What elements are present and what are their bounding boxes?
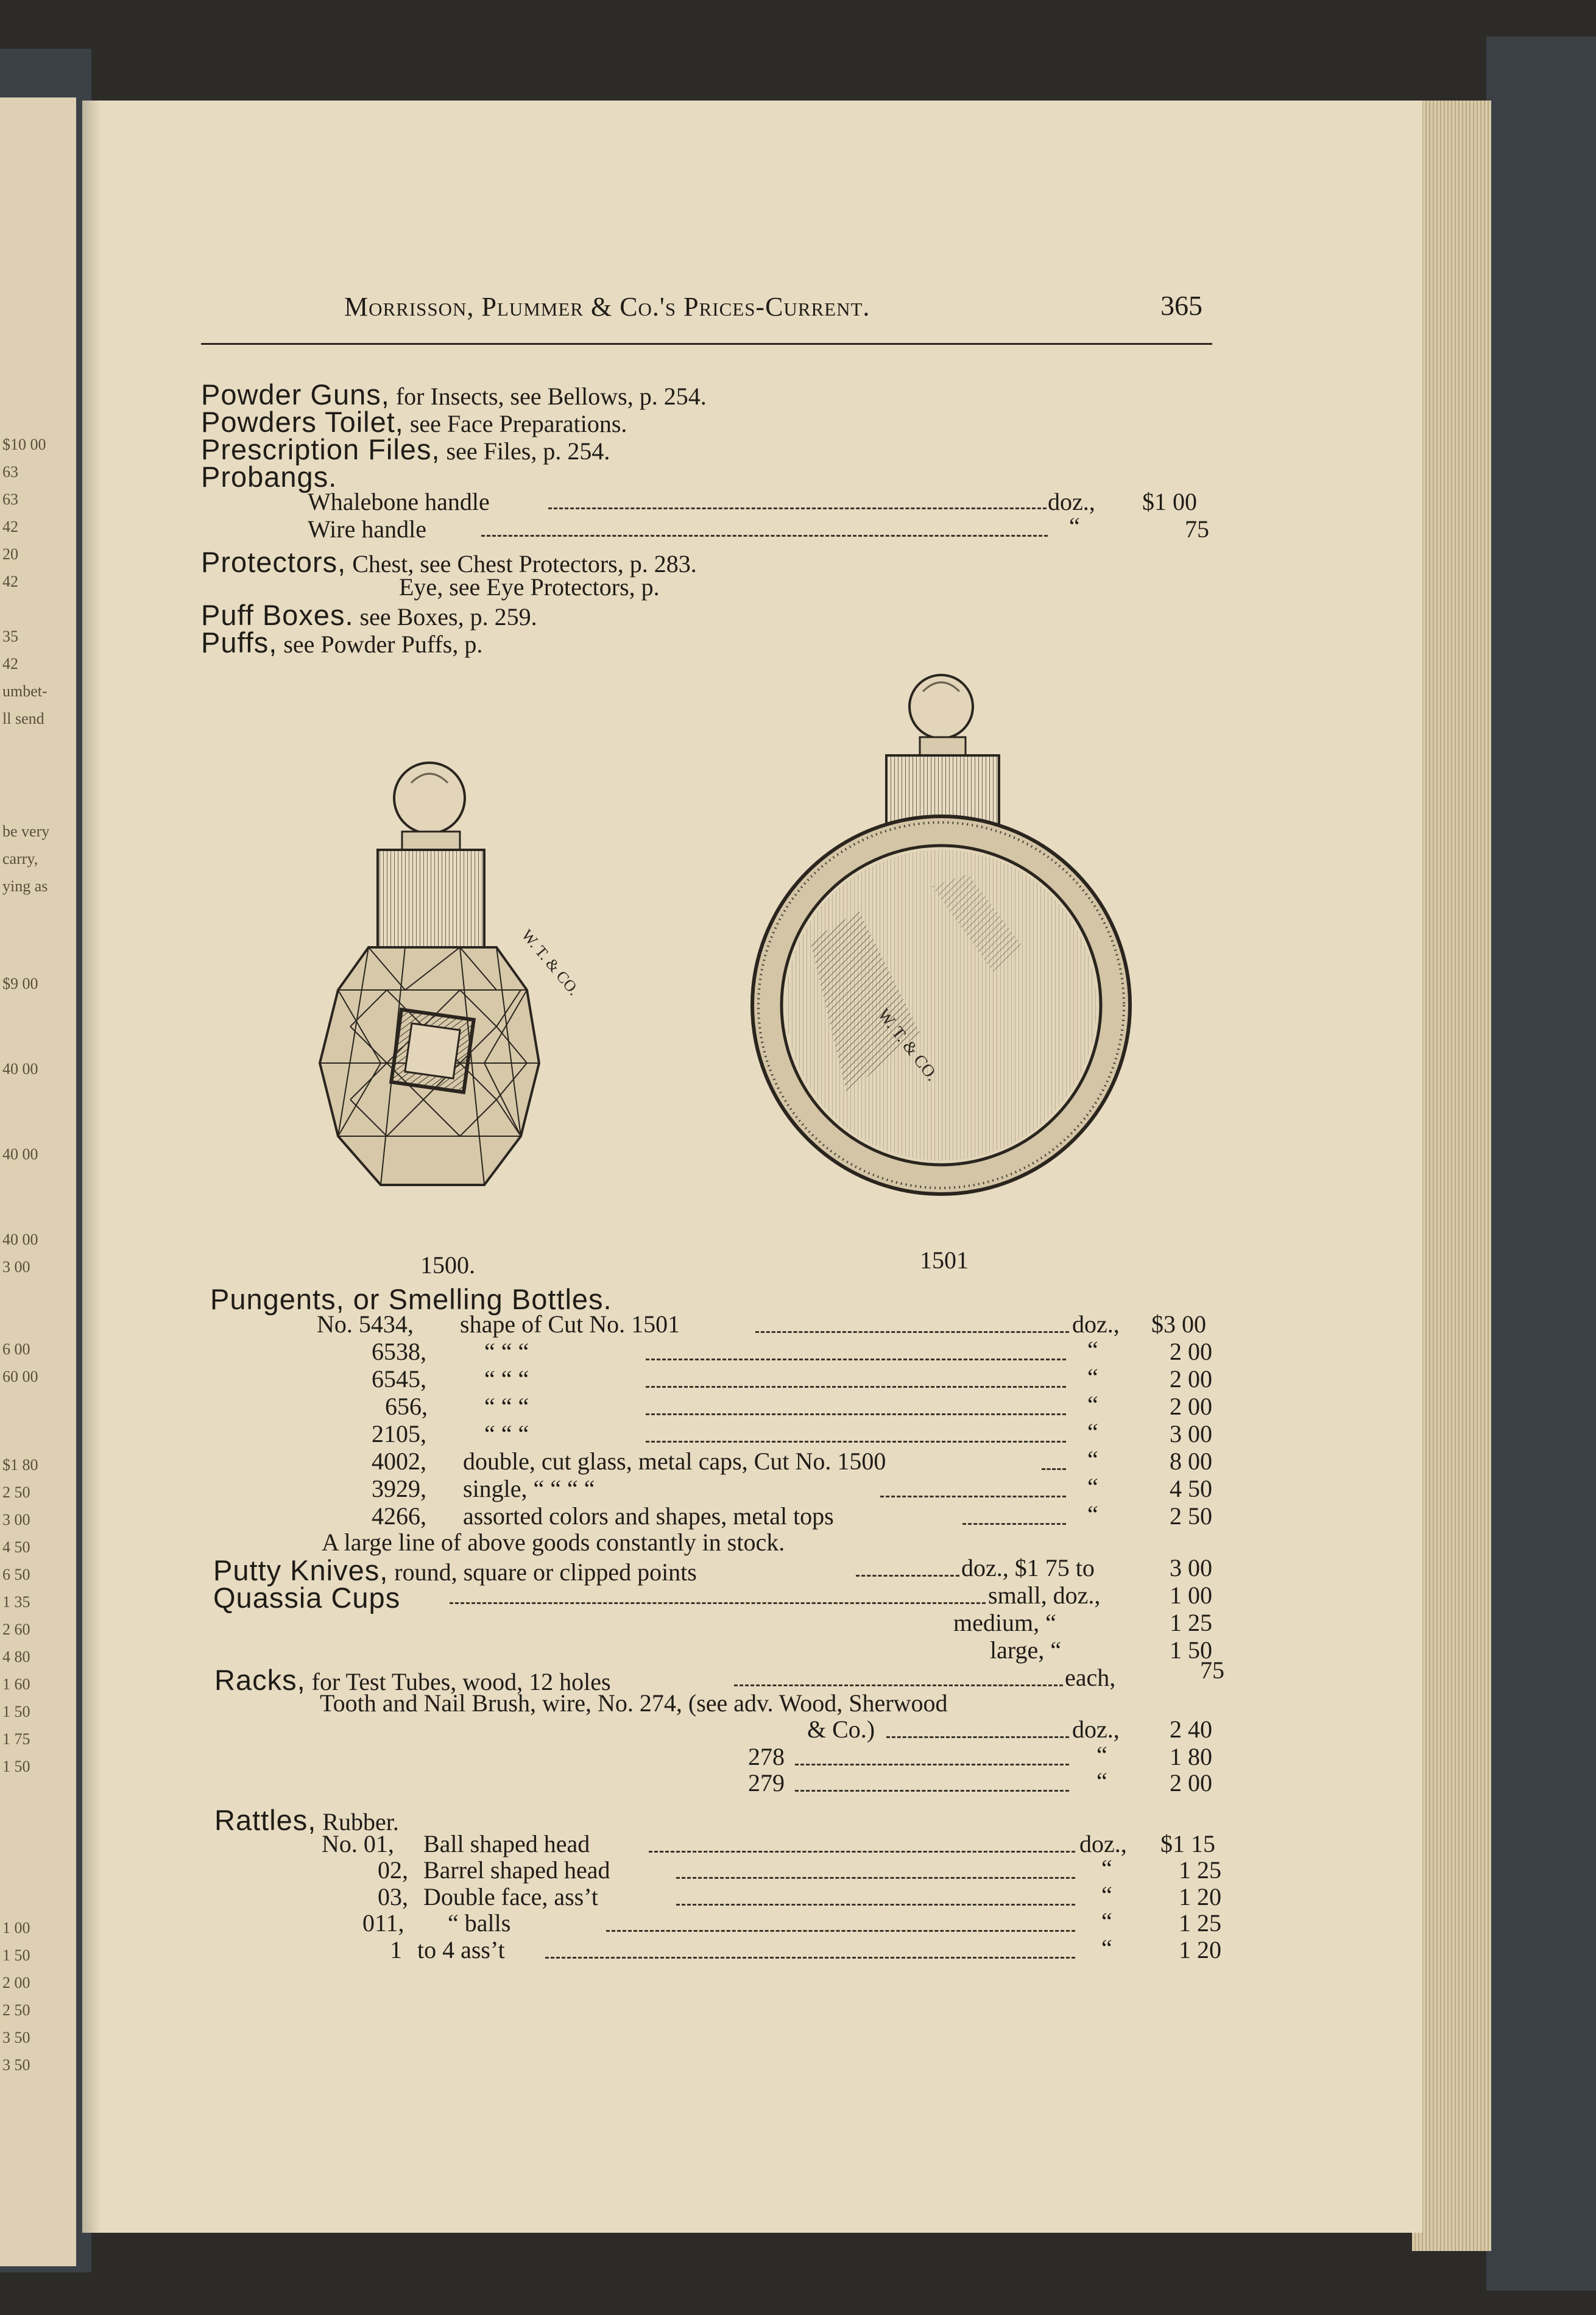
- probangs-item-unit: doz.,: [1048, 488, 1095, 515]
- entry-heading: Racks,: [214, 1664, 306, 1696]
- left-fragment: 6 50: [2, 1566, 30, 1583]
- quassia-size: small, doz.,: [988, 1582, 1101, 1609]
- entry-text: see Face Preparations.: [409, 410, 627, 437]
- pungents-row-desc: “ “ “: [484, 1393, 529, 1420]
- left-fragment: $10 00: [2, 436, 46, 453]
- left-fragment: 42: [2, 518, 18, 535]
- pungents-row-no: 4266,: [372, 1502, 426, 1530]
- pungents-row-desc: single, “ “ “ “: [463, 1475, 595, 1502]
- entry-heading: Probangs.: [201, 461, 337, 493]
- probangs-item-price: $1 00: [1142, 488, 1197, 515]
- left-fragment: ll send: [2, 710, 44, 727]
- racks-price: 75: [1200, 1656, 1224, 1684]
- pungents-row-no: 6538,: [372, 1338, 426, 1365]
- left-fragment: 1 75: [2, 1730, 30, 1748]
- pungents-row-no: 2105,: [372, 1420, 426, 1447]
- rattles-row-desc: Ball shaped head: [423, 1830, 590, 1857]
- rattles-row-desc: Barrel shaped head: [423, 1856, 610, 1884]
- entry-heading: Rattles,: [214, 1804, 317, 1836]
- entry-text: round, square or clipped points: [394, 1558, 697, 1586]
- left-page-edge: [0, 97, 76, 2266]
- leader-dots: [755, 1331, 1069, 1333]
- rattles-row-price: 1 20: [1179, 1883, 1221, 1910]
- left-fragment: 3 50: [2, 2056, 30, 2074]
- leader-dots: [962, 1523, 1066, 1525]
- pungents-row-no: 4002,: [372, 1447, 426, 1475]
- entry-text: see Powder Puffs, p.: [283, 631, 483, 658]
- rattles-row-no: No. 01,: [322, 1830, 394, 1857]
- probangs-item-price: 75: [1185, 515, 1209, 543]
- figure-caption-1500: 1500.: [420, 1251, 475, 1279]
- leader-dots: [545, 1957, 1075, 1959]
- rattles-row-unit: “: [1101, 1907, 1112, 1935]
- probangs-item-label: Wire handle: [308, 515, 426, 543]
- rattles-row-no: 03,: [378, 1883, 408, 1910]
- left-fragment: 20: [2, 545, 18, 563]
- entry-text: see Boxes, p. 259.: [359, 603, 537, 631]
- entry-text: Chest, see Chest Protectors, p. 283.: [352, 550, 697, 578]
- rattles-row-price: 1 25: [1179, 1909, 1221, 1937]
- entry-heading: Putty Knives,: [213, 1554, 389, 1586]
- leader-dots: [646, 1386, 1066, 1388]
- rattles-row-unit: “: [1101, 1881, 1112, 1909]
- pungents-row-price: 8 00: [1170, 1447, 1212, 1475]
- pungents-row-no: 6545,: [372, 1365, 426, 1393]
- entry-text: Rubber.: [322, 1808, 399, 1836]
- pungents-row-price: 2 00: [1170, 1393, 1212, 1420]
- left-fragment: 40 00: [2, 1231, 38, 1248]
- entry-heading: Protectors,: [201, 546, 347, 578]
- pungents-row-desc: “ “ “: [484, 1420, 529, 1447]
- probangs-item-label: Whalebone handle: [308, 488, 490, 515]
- left-fragment: 40 00: [2, 1145, 38, 1163]
- leader-dots: [548, 507, 1047, 509]
- leader-dots: [734, 1684, 1063, 1686]
- book-cover-right: [1486, 37, 1596, 2291]
- left-fragment: $9 00: [2, 975, 38, 992]
- maker-mark: W. T. & CO.: [518, 926, 583, 999]
- pungents-row-price: $3 00: [1151, 1310, 1206, 1338]
- left-fragment: 1 50: [2, 1758, 30, 1775]
- leader-dots: [886, 1736, 1069, 1738]
- pungents-row-price: 3 00: [1170, 1420, 1212, 1447]
- racks-unit: each,: [1065, 1664, 1116, 1691]
- left-fragment: 3 50: [2, 2029, 30, 2046]
- left-fragment: 1 50: [2, 1703, 30, 1720]
- leader-dots: [649, 1851, 1075, 1853]
- leader-dots: [1042, 1468, 1066, 1470]
- leader-dots: [856, 1575, 959, 1577]
- left-fragment: 2 00: [2, 1974, 30, 1992]
- rattles-row-no: 011,: [362, 1909, 404, 1937]
- racks-row-unit: “: [1096, 1741, 1107, 1769]
- entry-text: for Test Tubes, wood, 12 holes: [311, 1668, 611, 1695]
- leader-dots: [646, 1413, 1066, 1415]
- left-fragment: 42: [2, 655, 18, 673]
- pungents-note: A large line of above goods constantly in stock.: [322, 1529, 785, 1556]
- rattles-row-unit: doz.,: [1079, 1830, 1127, 1857]
- entry-heading: Puff Boxes.: [201, 599, 354, 631]
- pungents-row-desc: shape of Cut No. 1501: [460, 1310, 680, 1338]
- pungents-row-price: 2 50: [1170, 1502, 1212, 1530]
- left-fragment: 1 00: [2, 1919, 30, 1937]
- bottle-1500-illustration: [314, 746, 618, 1246]
- rattles-row-desc: to 4 ass’t: [417, 1936, 505, 1963]
- figure-caption-1501: 1501: [920, 1246, 969, 1274]
- racks-row-price: 2 00: [1170, 1769, 1212, 1797]
- left-fragment: 2 60: [2, 1620, 30, 1638]
- quassia-price: 1 00: [1170, 1582, 1212, 1609]
- racks-unit3: doz.,: [1072, 1716, 1120, 1743]
- left-fragment: 6 00: [2, 1340, 30, 1358]
- leader-dots: [481, 535, 1048, 537]
- entry-quassia-cups: Quassia Cups: [213, 1582, 401, 1614]
- pungents-row-price: 2 00: [1170, 1338, 1212, 1365]
- left-fragment: 2 50: [2, 1483, 30, 1501]
- entry-heading: Powders Toilet,: [201, 406, 404, 438]
- left-fragment: 4 80: [2, 1648, 30, 1666]
- rattles-row-price: 1 20: [1179, 1936, 1221, 1963]
- running-header: Morrisson, Plummer & Co.'s Prices-Current.: [344, 292, 870, 322]
- page-gutter-shadow: [82, 101, 101, 2233]
- left-fragment: 63: [2, 490, 18, 508]
- left-fragment: 63: [2, 463, 18, 481]
- rattles-row-price: $1 15: [1160, 1830, 1215, 1857]
- pungents-row-unit: “: [1087, 1418, 1098, 1446]
- leader-dots: [646, 1441, 1066, 1443]
- racks-row-price: 1 80: [1170, 1743, 1212, 1770]
- rattles-row-desc: Double face, ass’t: [423, 1883, 598, 1910]
- left-fragment: 3 00: [2, 1511, 30, 1529]
- entry-text: for Insects, see Bellows, p. 254.: [395, 383, 707, 410]
- left-fragment: ying as: [2, 877, 48, 895]
- left-fragment: umbet-: [2, 682, 48, 700]
- leader-dots: [880, 1496, 1066, 1497]
- racks-line2: Tooth and Nail Brush, wire, No. 274, (see adv. Wood, Sherwood: [320, 1689, 948, 1717]
- leader-dots: [676, 1904, 1075, 1906]
- entry-heading: Puffs,: [201, 626, 278, 659]
- pungents-row-desc: assorted colors and shapes, metal tops: [463, 1502, 834, 1530]
- leader-dots: [795, 1764, 1069, 1765]
- leader-dots: [795, 1790, 1069, 1792]
- left-fragment: carry,: [2, 850, 38, 868]
- left-fragment: 1 35: [2, 1593, 30, 1611]
- left-fragment: 1 60: [2, 1675, 30, 1693]
- racks-row-no: 279: [748, 1769, 785, 1797]
- racks-line3: & Co.): [807, 1716, 875, 1743]
- leader-dots: [450, 1602, 986, 1604]
- maker-mark: W. T. & CO.: [874, 1005, 942, 1085]
- rattles-row-no: 1: [390, 1936, 402, 1963]
- rattles-row-desc: “ balls: [448, 1909, 511, 1937]
- left-fragment: be very: [2, 822, 50, 840]
- entry-puffs: [201, 626, 482, 659]
- quassia-size: medium, “: [953, 1609, 1056, 1636]
- racks-row-no: 278: [748, 1743, 785, 1770]
- pungents-row-unit: “: [1087, 1391, 1098, 1418]
- pungents-row-price: 4 50: [1170, 1475, 1212, 1502]
- pungents-row-unit: doz.,: [1072, 1310, 1120, 1338]
- page-edges: [1412, 101, 1491, 2251]
- pungents-row-no: 3929,: [372, 1475, 426, 1502]
- pungents-row-no: 656,: [385, 1393, 428, 1420]
- rattles-row-unit: “: [1101, 1854, 1112, 1882]
- entry-protectors-eye: Eye, see Eye Protectors, p.: [399, 573, 660, 601]
- entry-heading: Powder Guns,: [201, 378, 390, 411]
- racks-price3: 2 40: [1170, 1716, 1212, 1743]
- pungents-row-desc: “ “ “: [484, 1338, 529, 1365]
- pungents-row-desc: double, cut glass, metal caps, Cut No. 1500: [463, 1447, 886, 1475]
- racks-row-unit: “: [1096, 1767, 1107, 1795]
- section-heading-pungents: Pungents, or Smelling Bottles.: [210, 1283, 612, 1315]
- quassia-size: large, “: [990, 1636, 1061, 1664]
- pungents-row-unit: “: [1087, 1336, 1098, 1363]
- pungents-row-unit: “: [1087, 1446, 1098, 1473]
- left-fragment: 2 50: [2, 2001, 30, 2019]
- rattles-row-no: 02,: [378, 1856, 408, 1884]
- left-fragment: 42: [2, 573, 18, 590]
- putty-knives-price: 3 00: [1170, 1554, 1212, 1582]
- leader-dots: [676, 1877, 1075, 1879]
- left-fragment: 60 00: [2, 1368, 38, 1385]
- left-fragment: $1 80: [2, 1456, 38, 1474]
- pungents-row-desc: “ “ “: [484, 1365, 529, 1393]
- pungents-row-unit: “: [1087, 1473, 1098, 1500]
- bottle-1501-illustration: [737, 655, 1139, 1240]
- entry-text: see Files, p. 254.: [446, 437, 610, 465]
- entry-heading: Prescription Files,: [201, 433, 440, 465]
- rattles-row-unit: “: [1101, 1934, 1112, 1962]
- rattles-row-price: 1 25: [1179, 1856, 1221, 1884]
- leader-dots: [646, 1359, 1066, 1360]
- putty-knives-unit: doz., $1 75 to: [961, 1554, 1095, 1582]
- left-fragment: 35: [2, 627, 18, 645]
- left-fragment: 40 00: [2, 1060, 38, 1078]
- left-fragment: 3 00: [2, 1258, 30, 1276]
- leader-dots: [606, 1930, 1075, 1932]
- page-number: 365: [1160, 290, 1202, 321]
- probangs-item-unit: “: [1069, 512, 1080, 540]
- quassia-price: 1 50: [1170, 1636, 1212, 1664]
- pungents-row-unit: “: [1087, 1500, 1098, 1528]
- quassia-price: 1 25: [1170, 1609, 1212, 1636]
- pungents-row-no: No. 5434,: [317, 1310, 414, 1338]
- left-fragment: 4 50: [2, 1538, 30, 1556]
- pungents-row-unit: “: [1087, 1363, 1098, 1391]
- header-rule: [201, 343, 1212, 345]
- left-fragment: 1 50: [2, 1946, 30, 1964]
- pungents-row-price: 2 00: [1170, 1365, 1212, 1393]
